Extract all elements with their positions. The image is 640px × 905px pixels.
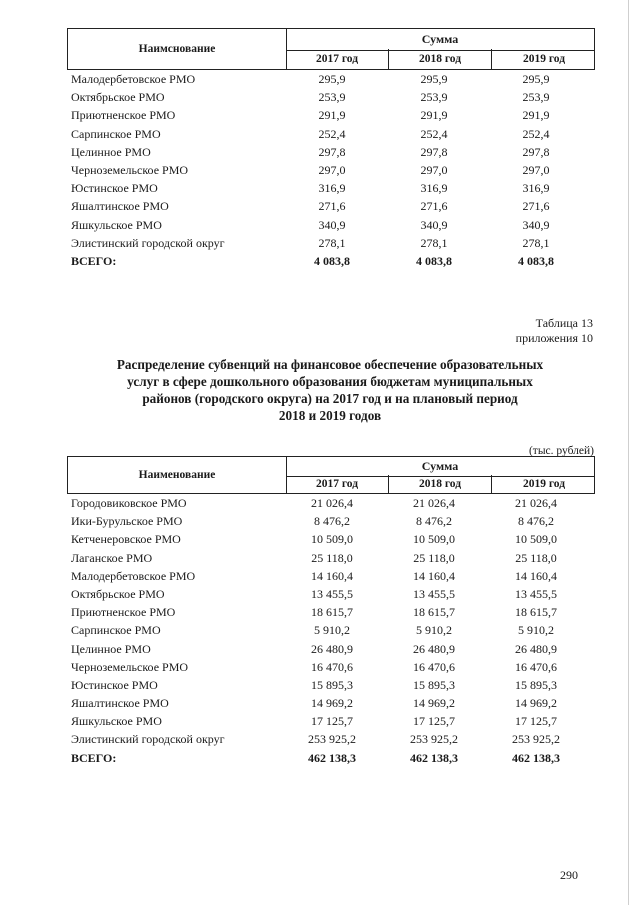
table-1-sum-header: Сумма bbox=[286, 29, 594, 51]
value-2018: 316,9 bbox=[420, 181, 448, 196]
row-name: Яшалтинское РМО bbox=[71, 696, 169, 711]
title-line-3: районов (городского округа) на 2017 год и на плановый период bbox=[142, 391, 518, 406]
value-2019: 16 470,6 bbox=[515, 659, 557, 674]
value-2019: 253,9 bbox=[522, 90, 550, 105]
row-name: Малодербетовское РМО bbox=[71, 568, 196, 583]
value-2019: 291,9 bbox=[522, 108, 550, 123]
total-label: ВСЕГО: bbox=[71, 253, 117, 268]
value-2018: 278,1 bbox=[420, 235, 448, 250]
row-name: Ики-Бурульское РМО bbox=[71, 514, 183, 529]
value-2018: 253,9 bbox=[420, 90, 448, 105]
table-row bbox=[67, 694, 595, 712]
value-2019: 17 125,7 bbox=[515, 714, 557, 729]
table-row bbox=[67, 161, 595, 179]
value-2017: 17 125,7 bbox=[311, 714, 353, 729]
title-line-4: 2018 и 2019 годов bbox=[278, 408, 382, 423]
row-name: Приютненское РМО bbox=[71, 108, 176, 123]
value-2017: 252,4 bbox=[318, 126, 346, 141]
row-name: Целинное РМО bbox=[71, 641, 151, 656]
value-2017: 291,9 bbox=[318, 108, 346, 123]
row-name: Элистинский городской округ bbox=[71, 732, 225, 747]
total-2018: 462 138,3 bbox=[410, 750, 458, 765]
title-line-2: услуг в сфере дошкольного образования бюджетам муниципальных bbox=[127, 374, 533, 389]
table-row bbox=[67, 512, 595, 530]
total-label: ВСЕГО: bbox=[71, 750, 117, 765]
value-2019: 5 910,2 bbox=[518, 623, 554, 638]
value-2017: 295,9 bbox=[318, 72, 346, 86]
value-2017: 297,8 bbox=[318, 144, 346, 159]
value-2018: 16 470,6 bbox=[413, 659, 455, 674]
value-2018: 14 969,2 bbox=[413, 696, 455, 711]
table-row bbox=[67, 621, 595, 639]
value-2019: 26 480,9 bbox=[515, 641, 557, 656]
table-1-header bbox=[67, 28, 595, 70]
row-name: Яшкульское РМО bbox=[71, 217, 162, 232]
value-2018: 295,9 bbox=[420, 72, 448, 86]
value-2017: 13 455,5 bbox=[311, 586, 353, 601]
value-2018: 14 160,4 bbox=[413, 568, 455, 583]
table-row bbox=[67, 88, 595, 106]
total-2019: 4 083,8 bbox=[518, 253, 554, 268]
value-2019: 14 160,4 bbox=[515, 568, 557, 583]
scan-edge-line bbox=[628, 0, 629, 905]
value-2019: 8 476,2 bbox=[518, 514, 554, 529]
total-2018: 4 083,8 bbox=[416, 253, 452, 268]
row-name: Черноземельское РМО bbox=[71, 659, 189, 674]
table-row bbox=[67, 530, 595, 548]
table-2 bbox=[67, 456, 595, 767]
table-row bbox=[67, 658, 595, 676]
table-reference bbox=[516, 316, 593, 346]
value-2017: 278,1 bbox=[318, 235, 346, 250]
table-2-year-2018: 2018 год bbox=[389, 475, 492, 493]
total-2017: 4 083,8 bbox=[314, 253, 350, 268]
table-row bbox=[67, 730, 595, 748]
table-2-year-2017: 2017 год bbox=[286, 475, 389, 493]
row-name: Октябрьское РМО bbox=[71, 586, 165, 601]
table-row bbox=[67, 179, 595, 197]
value-2017: 16 470,6 bbox=[311, 659, 353, 674]
total-2017: 462 138,3 bbox=[308, 750, 356, 765]
value-2018: 297,8 bbox=[420, 144, 448, 159]
table-number: Таблица 13 bbox=[535, 316, 593, 330]
value-2018: 297,0 bbox=[420, 162, 448, 177]
table-row bbox=[67, 70, 595, 88]
value-2018: 13 455,5 bbox=[413, 586, 455, 601]
value-2017: 21 026,4 bbox=[311, 496, 353, 510]
value-2018: 26 480,9 bbox=[413, 641, 455, 656]
row-name: Целинное РМО bbox=[71, 144, 151, 159]
row-name: Сарпинское РМО bbox=[71, 126, 161, 141]
table-row bbox=[67, 567, 595, 585]
units-note: (тыс. рублей) bbox=[528, 445, 594, 457]
value-2019: 13 455,5 bbox=[515, 586, 557, 601]
value-2018: 340,9 bbox=[420, 217, 448, 232]
value-2018: 15 895,3 bbox=[413, 677, 455, 692]
value-2019: 297,0 bbox=[522, 162, 550, 177]
row-name: Приютненское РМО bbox=[71, 605, 176, 620]
value-2018: 291,9 bbox=[420, 108, 448, 123]
value-2019: 10 509,0 bbox=[515, 532, 557, 547]
value-2018: 21 026,4 bbox=[413, 496, 455, 510]
table-row bbox=[67, 216, 595, 234]
row-name: Юстинское РМО bbox=[71, 677, 158, 692]
row-name: Кетченеровское РМО bbox=[71, 532, 181, 547]
row-name: Сарпинское РМО bbox=[71, 623, 161, 638]
table-2-header bbox=[67, 456, 595, 494]
value-2017: 316,9 bbox=[318, 181, 346, 196]
value-2019: 25 118,0 bbox=[515, 550, 557, 565]
value-2017: 18 615,7 bbox=[311, 605, 353, 620]
row-name: Октябрьское РМО bbox=[71, 90, 165, 105]
value-2019: 21 026,4 bbox=[515, 496, 557, 510]
title-line-1: Распределение субвенций на финансовое обеспечение образовательных bbox=[116, 357, 544, 372]
value-2019: 271,6 bbox=[522, 199, 550, 214]
row-name: Малодербетовское РМО bbox=[71, 72, 196, 86]
table-row bbox=[67, 676, 595, 694]
row-name: Городовиковское РМО bbox=[71, 496, 187, 510]
value-2019: 253 925,2 bbox=[512, 732, 560, 747]
table-1 bbox=[67, 28, 595, 270]
value-2019: 295,9 bbox=[522, 72, 550, 86]
value-2017: 340,9 bbox=[318, 217, 346, 232]
table-row bbox=[67, 712, 595, 730]
value-2018: 252,4 bbox=[420, 126, 448, 141]
value-2017: 253 925,2 bbox=[308, 732, 356, 747]
document-title bbox=[70, 356, 590, 424]
value-2017: 5 910,2 bbox=[314, 623, 350, 638]
total-2019: 462 138,3 bbox=[512, 750, 560, 765]
value-2019: 15 895,3 bbox=[515, 677, 557, 692]
row-name: Черноземельское РМО bbox=[71, 162, 189, 177]
value-2017: 15 895,3 bbox=[311, 677, 353, 692]
value-2018: 271,6 bbox=[420, 199, 448, 214]
value-2019: 18 615,7 bbox=[515, 605, 557, 620]
value-2018: 25 118,0 bbox=[413, 550, 455, 565]
value-2017: 271,6 bbox=[318, 199, 346, 214]
table-row bbox=[67, 585, 595, 603]
value-2019: 14 969,2 bbox=[515, 696, 557, 711]
table-row bbox=[67, 197, 595, 215]
table-row bbox=[67, 125, 595, 143]
value-2017: 10 509,0 bbox=[311, 532, 353, 547]
table-row bbox=[67, 549, 595, 567]
row-name: Яшалтинское РМО bbox=[71, 199, 169, 214]
row-name: Элистинский городской округ bbox=[71, 235, 225, 250]
table-1-year-2017: 2017 год bbox=[286, 49, 389, 69]
value-2019: 252,4 bbox=[522, 126, 550, 141]
table-row bbox=[67, 234, 595, 252]
value-2017: 253,9 bbox=[318, 90, 346, 105]
table-row bbox=[67, 143, 595, 161]
value-2018: 253 925,2 bbox=[410, 732, 458, 747]
value-2018: 17 125,7 bbox=[413, 714, 455, 729]
value-2017: 25 118,0 bbox=[311, 550, 353, 565]
row-name: Юстинское РМО bbox=[71, 181, 158, 196]
value-2018: 18 615,7 bbox=[413, 605, 455, 620]
value-2018: 5 910,2 bbox=[416, 623, 452, 638]
value-2017: 297,0 bbox=[318, 162, 346, 177]
value-2018: 10 509,0 bbox=[413, 532, 455, 547]
table-row bbox=[67, 106, 595, 124]
table-1-body bbox=[67, 70, 595, 270]
appendix-reference: приложения 10 bbox=[515, 331, 593, 345]
value-2018: 8 476,2 bbox=[416, 514, 452, 529]
value-2017: 26 480,9 bbox=[311, 641, 353, 656]
table-2-name-header: Наименование bbox=[68, 457, 287, 493]
table-2-year-2019: 2019 год bbox=[522, 478, 566, 490]
value-2019: 316,9 bbox=[522, 181, 550, 196]
table-2-body bbox=[67, 494, 595, 767]
table-1-year-2018: 2018 год bbox=[389, 49, 492, 69]
table-1-year-2019: 2019 год bbox=[522, 53, 566, 65]
value-2019: 278,1 bbox=[522, 235, 550, 250]
value-2017: 14 969,2 bbox=[311, 696, 353, 711]
table-total-row bbox=[67, 252, 595, 270]
value-2017: 8 476,2 bbox=[314, 514, 350, 529]
table-total-row bbox=[67, 749, 595, 767]
value-2019: 297,8 bbox=[522, 144, 550, 159]
row-name: Лаганское РМО bbox=[71, 550, 153, 565]
row-name: Яшкульское РМО bbox=[71, 714, 162, 729]
table-row bbox=[67, 494, 595, 512]
table-row bbox=[67, 640, 595, 658]
table-2-sum-header: Сумма bbox=[286, 457, 594, 477]
value-2017: 14 160,4 bbox=[311, 568, 353, 583]
page-number: 290 bbox=[560, 868, 578, 882]
value-2019: 340,9 bbox=[522, 217, 550, 232]
table-row bbox=[67, 603, 595, 621]
table-1-name-header: Наимснование bbox=[68, 29, 287, 69]
